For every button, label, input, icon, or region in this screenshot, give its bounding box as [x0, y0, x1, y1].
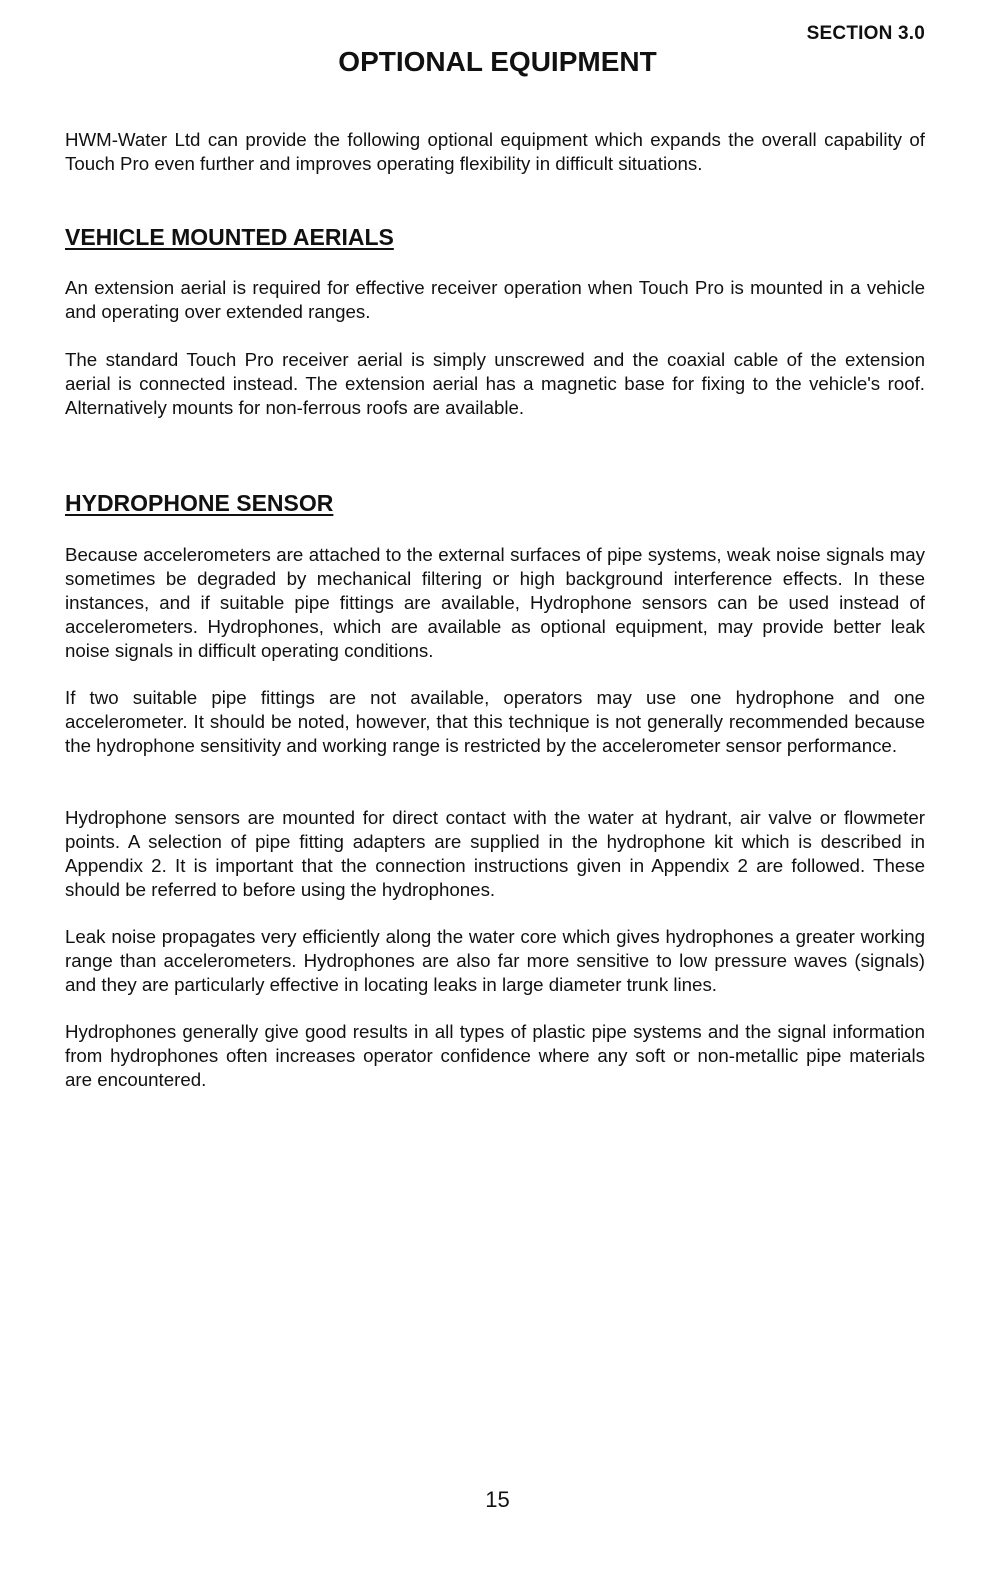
hydrophone-paragraph: Because accelerometers are attached to the external surfaces of pipe systems, weak noise signals may sometimes be degraded by mechanical filtering or high background interference effects. In these instances, and if suitable pipe fittings are available, Hydrophone sensors can be used instead of accelerometers. Hydrophones, which are available as optional equipment, may provide better leak noise signals in difficult operating conditions. — [65, 544, 925, 661]
hydrophone-paragraph: Hydrophone sensors are mounted for direct contact with the water at hydrant, air valve or flowmeter points. A selection of pipe fitting adapters are supplied in the hydrophone kit which is described in Appendix 2. It is important that the connection instructions given in Appendix 2 are followed. These should be referred to before using the hydrophones. — [65, 807, 925, 900]
hydrophone-paragraph-2-block — [65, 686, 925, 758]
hydrophone-sensor-heading: HYDROPHONE SENSOR — [65, 490, 334, 516]
vehicle-aerials-paragraph: The standard Touch Pro receiver aerial is simply unscrewed and the coaxial cable of the extension aerial is connected instead. The extension aerial has a magnetic base for fixing to the vehicle's roof. Alternatively mounts for non-ferrous roofs are available. — [65, 349, 925, 418]
page-number: 15 — [485, 1487, 510, 1512]
hydrophone-paragraph-5-block — [65, 1020, 925, 1092]
hydrophone-paragraph: Leak noise propagates very efficiently along the water core which gives hydrophones a greater working range than accelerometers. Hydrophones are also far more sensitive to low pressure waves (signals) and they are particularly effective in locating leaks in large diameter trunk lines. — [65, 926, 925, 995]
hydrophone-paragraph-1-block — [65, 543, 925, 663]
hydrophone-paragraph: Hydrophones generally give good results in all types of plastic pipe systems and the signal information from hydrophones often increases operator confidence where any soft or non-metallic pipe materials are encountered. — [65, 1021, 925, 1090]
hydrophone-paragraph: If two suitable pipe fittings are not available, operators may use one hydrophone and one accelerometer. It should be noted, however, that this technique is not generally recommended because the hydrophone sensitivity and working range is restricted by the accelerometer sensor performance. — [65, 687, 925, 756]
vehicle-aerials-heading: VEHICLE MOUNTED AERIALS — [65, 224, 394, 250]
vehicle-aerials-paragraph-1-block — [65, 276, 925, 324]
intro-paragraph-block — [65, 128, 925, 176]
hydrophone-paragraph-3-block — [65, 806, 925, 902]
intro-paragraph: HWM-Water Ltd can provide the following optional equipment which expands the overall capability of Touch Pro even further and improves operating flexibility in difficult situations. — [65, 129, 925, 174]
hydrophone-paragraph-4-block — [65, 925, 925, 997]
vehicle-aerials-paragraph: An extension aerial is required for effective receiver operation when Touch Pro is mounted in a vehicle and operating over extended ranges. — [65, 277, 925, 322]
vehicle-aerials-paragraph-2-block — [65, 348, 925, 420]
section-label: SECTION 3.0 — [806, 23, 925, 44]
page-title: OPTIONAL EQUIPMENT — [338, 46, 657, 77]
